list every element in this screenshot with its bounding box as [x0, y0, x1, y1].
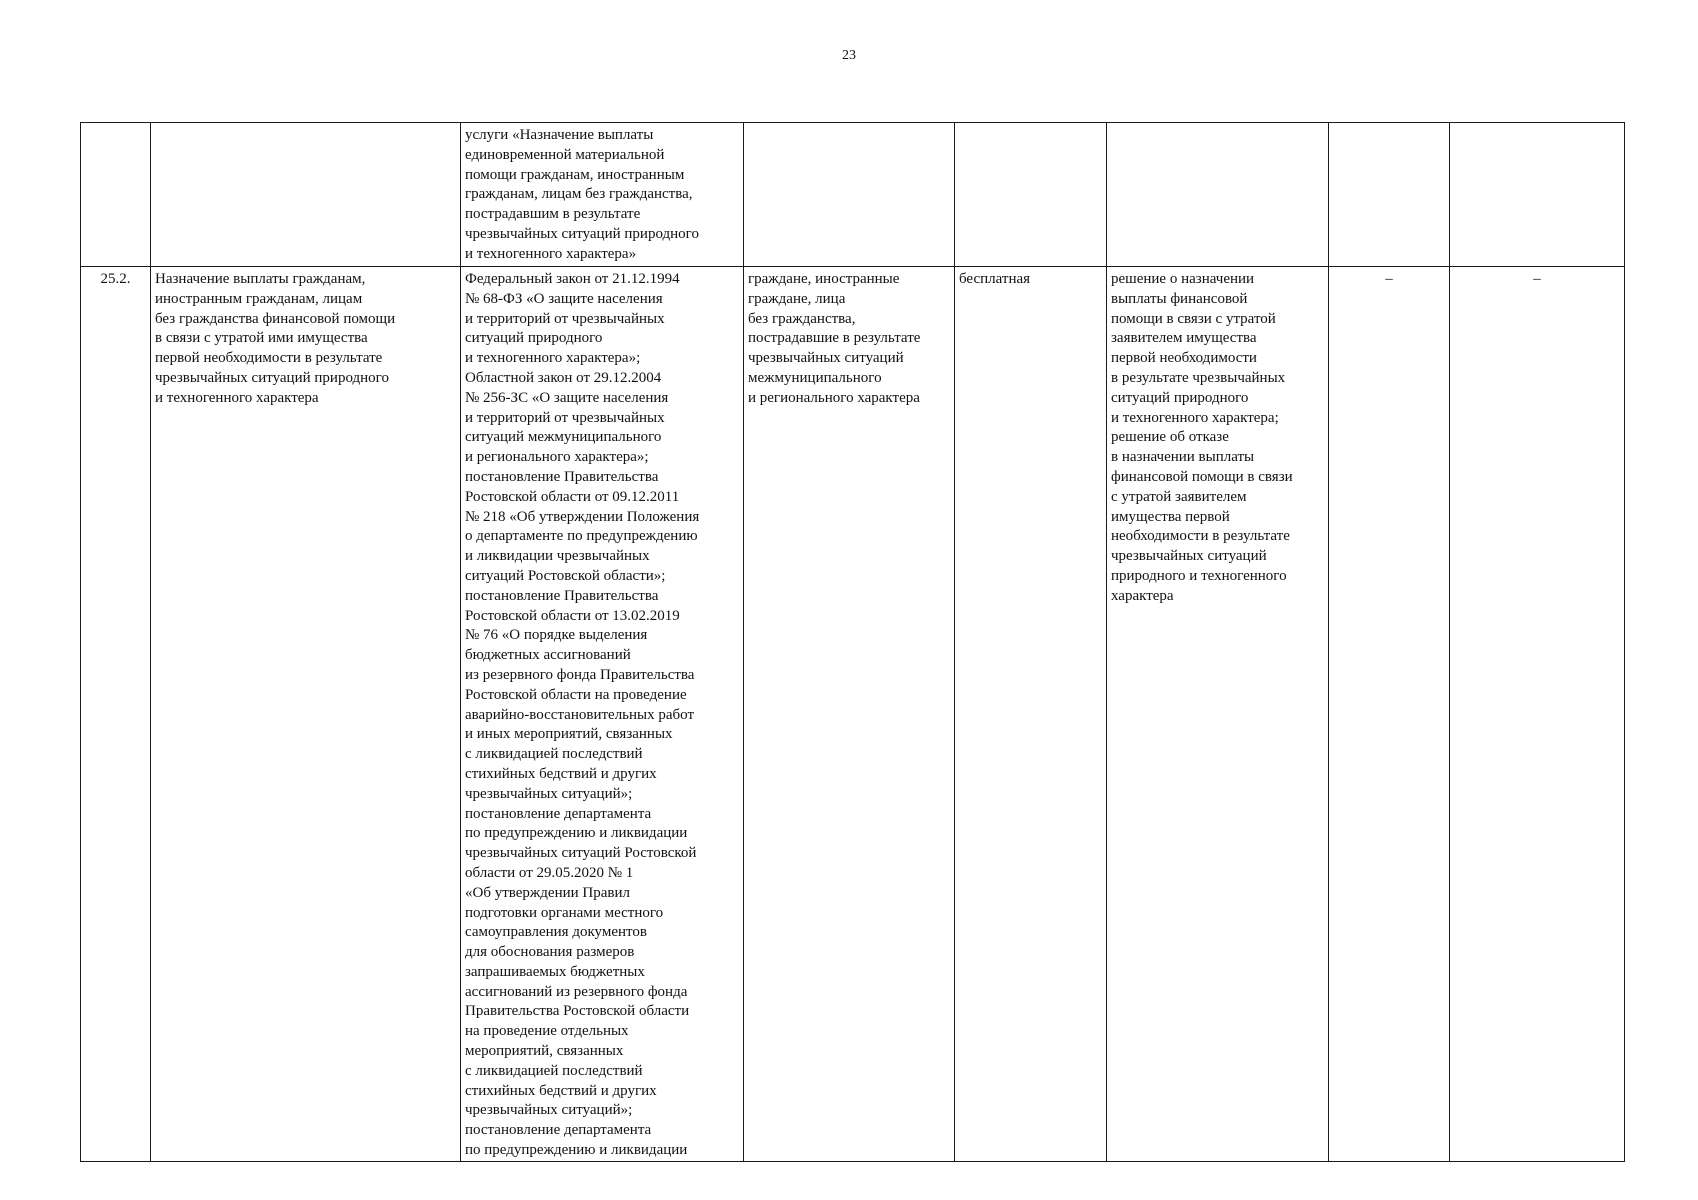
cell-recipients: [744, 123, 955, 267]
cell-payment: бесплатная: [955, 267, 1107, 1162]
cell-col8: [1450, 123, 1625, 267]
cell-col7: –: [1329, 267, 1450, 1162]
table-row-25-2: [81, 267, 1625, 1162]
cell-service-name: [151, 123, 461, 267]
cell-col7: [1329, 123, 1450, 267]
page-number: 23: [842, 48, 856, 63]
cell-number: [81, 123, 151, 267]
cell-recipients: граждане, иностранные граждане, лица без гражданства, пострадавшие в результате чрезвычайных ситуаций межмуниципального и регионального характера: [744, 267, 955, 1162]
cell-payment: [955, 123, 1107, 267]
cell-legal-basis: услуги «Назначение выплаты единовременной материальной помощи гражданам, иностранным гражданам, лицам без гражданства, пострадавшим в результате чрезвычайных ситуаций природного и техногенного характера»: [461, 123, 744, 267]
cell-result: [1107, 123, 1329, 267]
services-table: [80, 122, 1625, 1162]
cell-col8: –: [1450, 267, 1625, 1162]
cell-result: решение о назначении выплаты финансовой помощи в связи с утратой заявителем имущества первой необходимости в результате чрезвычайных ситуаций природного и техногенного характера; решение об отказе в назначении выплаты финансовой помощи в связи с утратой заявителем имущества первой необходимости в результате чрезвычайных ситуаций природного и техногенного характера: [1107, 267, 1329, 1162]
table-row-continuation: [81, 123, 1625, 267]
cell-service-name: Назначение выплаты гражданам, иностранным гражданам, лицам без гражданства финансовой помощи в связи с утратой ими имущества первой необходимости в результате чрезвычайных ситуаций природного и техногенного характера: [151, 267, 461, 1162]
cell-number: 25.2.: [81, 267, 151, 1162]
cell-legal-basis: Федеральный закон от 21.12.1994 № 68-ФЗ «О защите населения и территорий от чрезвычайных ситуаций природного и техногенного характера»; Областной закон от 29.12.2004 № 256-ЗС «О защите населения и территорий от чрезвычайных ситуаций межмуниципального и регионального характера»; постановление Правительства Ростовской области от 09.12.2011 № 218 «Об утверждении Положения о департаменте по предупреждению и ликвидации чрезвычайных ситуаций Ростовской области»; постановление Правительства Ростовской области от 13.02.2019 № 76 «О порядке выделения бюджетных ассигнований из резервного фонда Правительства Ростовской области на проведение аварийно-восстановительных работ и иных мероприятий, связанных с ликвидацией последствий стихийных бедствий и других чрезвычайных ситуаций»; постановление департамента по предупреждению и ликвидации чрезвычайных ситуаций Ростовской области от 29.05.2020 № 1 «Об утверждении Правил подготовки органами местного самоуправления документов для обоснования размеров запрашиваемых бюджетных ассигнований из резервного фонда Правительства Ростовской области на проведение отдельных мероприятий, связанных с ликвидацией последствий стихийных бедствий и других чрезвычайных ситуаций»; постановление департамента по предупреждению и ликвидации: [461, 267, 744, 1162]
